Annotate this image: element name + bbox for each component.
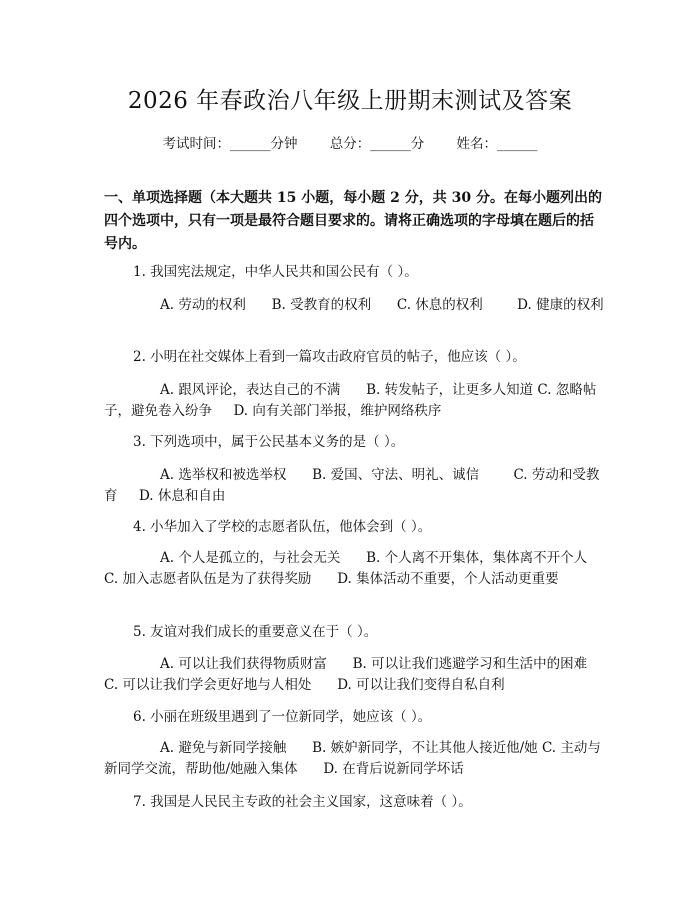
option-c: C. 休息的权利 [396, 297, 483, 313]
question-stem: 3. 下列选项中，属于公民基本义务的是（ ）。 [133, 434, 405, 450]
option-c: C. 可以让我们学会更好地与人相处 [104, 677, 312, 693]
option-d: D. 在背后说新同学坏话 [323, 761, 464, 777]
page-title: 2026 年春政治八年级上册期末测试及答案 [127, 88, 573, 114]
exam-total-score: 总分：______分 [329, 136, 425, 152]
question-options [104, 295, 604, 316]
section-heading: 一、单项选择题（本大题共 15 小题，每小题 2 分，共 30 分。在每小题列出的四个选项中，只有一项是最符合题目要求的。请将正确选项的字母填在题后的括号内。 [104, 190, 602, 252]
question-stem: 4. 小华加入了学校的志愿者队伍，他体会到（ ）。 [133, 519, 432, 535]
question-stem: 1. 我国宪法规定，中华人民共和国公民有（ ）。 [133, 264, 418, 280]
question-stem: 6. 小丽在班级里遇到了一位新同学，她应该（ ）。 [133, 709, 432, 725]
question-options [104, 465, 604, 507]
option-c: C. 加入志愿者队伍是为了获得奖励 [104, 571, 312, 587]
option-b: B. 受教育的权利 [271, 297, 372, 313]
question-options [104, 654, 604, 696]
option-b: B. 可以让我们逃避学习和生活中的困难 [352, 656, 588, 672]
option-a: A. 跟风评论，表达自己的不满 [160, 382, 341, 398]
option-a: A. 个人是孤立的，与社会无关 [160, 550, 341, 566]
student-name: 姓名：______ [456, 136, 538, 152]
option-a: A. 避免与新同学接触 [160, 740, 287, 756]
option-d: D. 向有关部门举报，维护网络秩序 [233, 403, 442, 419]
option-a: A. 选举权和被选举权 [160, 467, 287, 483]
option-c: C. 主动与新同学交流，帮助他/她融入集体 [104, 740, 601, 777]
option-d: D. 可以让我们变得自私自利 [337, 677, 505, 693]
option-a: A. 可以让我们获得物质财富 [160, 656, 327, 672]
option-a: A. 劳动的权利 [160, 297, 246, 313]
option-d: D. 休息和自由 [138, 488, 226, 504]
option-b: B. 个人离不开集体，集体离不开个人 [366, 550, 588, 566]
option-d: D. 集体活动不重要，个人活动更重要 [337, 571, 559, 587]
exam-time: 考试时间：______分钟 [162, 136, 298, 152]
question-options [104, 738, 604, 780]
option-b: B. 转发帖子，让更多人知道 [366, 382, 534, 398]
option-b: B. 嫉妒新同学，不让其他人接近他/她 [312, 740, 538, 756]
question-stem: 5. 友谊对我们成长的重要意义在于（ ）。 [133, 624, 378, 640]
question-options [104, 380, 604, 422]
option-d: D. 健康的权利 [517, 297, 604, 313]
option-b: B. 爱国、守法、明礼、诚信 [312, 467, 480, 483]
question-options [104, 548, 604, 590]
question-stem: 7. 我国是人民民主专政的社会主义国家，这意味着（ ）。 [133, 794, 472, 810]
option-c: C. 劳动和受教育 [104, 467, 600, 504]
question-stem: 2. 小明在社交媒体上看到一篇攻击政府官员的帖子，他应该（ ）。 [133, 349, 526, 365]
option-c: C. 忽略帖子，避免卷入纷争 [104, 382, 597, 419]
exam-meta [0, 132, 700, 152]
